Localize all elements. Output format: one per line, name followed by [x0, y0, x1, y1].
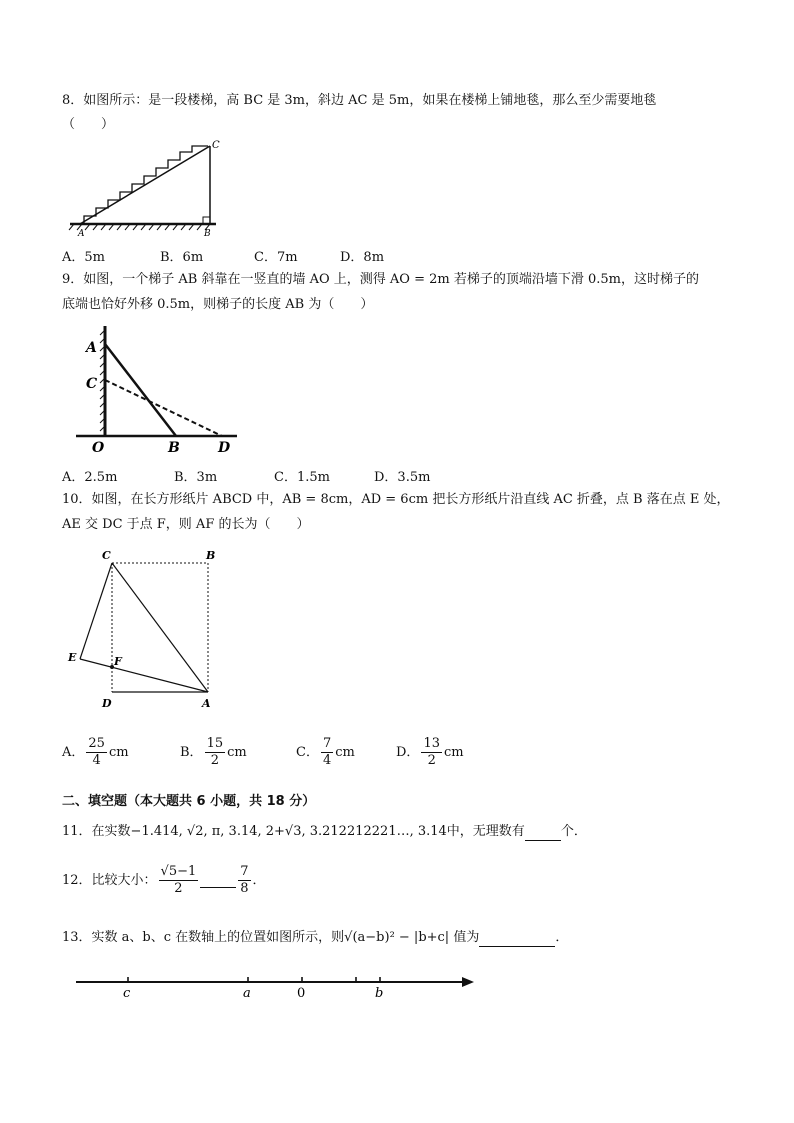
q10-option-c[interactable] — [296, 736, 355, 769]
q10-option-a-unit: cm — [108, 745, 129, 760]
q9-option-b[interactable]: B．3m — [174, 470, 218, 485]
q10-option-a-letter: A． — [62, 745, 85, 760]
q8-staircase-figure — [66, 140, 226, 240]
q10-option-d[interactable] — [396, 736, 464, 769]
q10-option-c-unit: cm — [335, 745, 355, 760]
q10-label-a: A — [202, 697, 211, 710]
q10-stem-line2: AE 交 DC 于点 F，则 AF 的长为（ ） — [62, 517, 310, 532]
q10-option-a-fraction: $\frac{25}{4}$ — [88, 736, 105, 768]
q8-option-b[interactable]: B．6m — [160, 250, 204, 265]
q10-folded-rectangle-figure — [62, 545, 222, 715]
q11-suffix: 中，无理数有 — [446, 824, 525, 839]
q8-label-c: C — [212, 140, 220, 151]
q13-number-line — [72, 960, 492, 1010]
q10-option-b[interactable] — [180, 736, 247, 769]
q11-end: 个． — [560, 824, 587, 839]
q12-end: ． — [252, 873, 266, 888]
q8-stem: 8．如图所示：是一段楼梯，高 BC 是 3m，斜边 AC 是 5m，如果在楼梯上铺地毯，那么至少需要地毯 — [62, 93, 657, 108]
q8-label-a: A — [78, 229, 85, 239]
q9-label-b: B — [168, 440, 180, 454]
q10-option-b-unit: cm — [227, 745, 247, 760]
q10-option-a[interactable] — [62, 736, 129, 769]
q12-fraction-left: $\frac{√5-1}{2}$ — [160, 864, 197, 896]
q9-option-d[interactable]: D．3.5m — [374, 470, 431, 485]
q9-label-c: C — [86, 376, 98, 392]
q10-option-c-fraction: $\frac{7}{4}$ — [322, 736, 332, 768]
q9-stem-line1: 9．如图，一个梯子 AB 斜靠在一竖直的墙 AO 上，测得 AO = 2m 若梯子的顶端沿墙下滑 0.5m，这时梯子的 — [62, 272, 699, 287]
q13-axis-label-b: b — [375, 986, 384, 1001]
q11-numbers: −1.414, √2, π, 3.14, 2+√3, 3.212212221…, 3.14 — [130, 824, 447, 839]
q10-label-b: B — [206, 549, 216, 562]
q10-option-b-letter: B． — [180, 745, 203, 760]
q10-label-f: F — [114, 655, 122, 668]
q9-option-c[interactable]: C．1.5m — [274, 470, 330, 485]
q8-option-a[interactable]: A．5m — [62, 250, 105, 265]
q10-option-c-letter: C． — [296, 745, 319, 760]
q10-option-d-letter: D． — [396, 745, 420, 760]
q10-stem-line1: 10．如图，在长方形纸片 ABCD 中，AB = 8cm，AD = 6cm 把长方形纸片沿直线 AC 折叠，点 B 落在点 E 处， — [62, 492, 730, 507]
q12-fraction-right: $\frac{7}{8}$ — [240, 864, 249, 896]
q11-stem — [62, 823, 587, 841]
q10-label-d: D — [102, 697, 112, 710]
q13-prefix: 13．实数 a、b、c 在数轴上的位置如图所示，则 — [62, 930, 345, 945]
q12-prefix: 12．比较大小： — [62, 873, 157, 888]
q12-stem — [62, 864, 266, 897]
q10-label-c: C — [102, 549, 111, 562]
q8-label-b: B — [204, 229, 211, 239]
q10-option-d-fraction: $\frac{13}{2}$ — [423, 736, 440, 768]
q11-prefix: 11．在实数 — [62, 824, 131, 839]
q12-answer-blank[interactable] — [200, 873, 236, 888]
q9-label-o: O — [92, 440, 105, 454]
q13-expression: √(a−b)² − |b+c| 值为 — [344, 930, 480, 945]
q13-axis-label-zero: 0 — [297, 986, 306, 1001]
q13-axis-label-c: c — [123, 986, 131, 1001]
section-heading-fill-in: 二、填空题（本大题共 6 小题，共 18 分） — [62, 794, 316, 809]
q11-answer-blank[interactable] — [525, 826, 561, 841]
q9-label-a: A — [86, 340, 97, 356]
q8-option-d[interactable]: D．8m — [340, 250, 385, 265]
q8-option-c[interactable]: C．7m — [254, 250, 298, 265]
q9-stem-line2: 底端也恰好外移 0.5m，则梯子的长度 AB 为（ ） — [62, 297, 374, 312]
q13-answer-blank[interactable] — [479, 932, 555, 947]
q13-stem — [62, 929, 568, 947]
q10-label-e: E — [68, 651, 77, 664]
q10-option-d-unit: cm — [443, 745, 464, 760]
q10-option-b-fraction: $\frac{15}{2}$ — [206, 736, 224, 768]
q8-answer-paren: （ ） — [62, 117, 115, 132]
q13-axis-label-a: a — [243, 986, 251, 1001]
q9-label-d: D — [218, 440, 231, 454]
q9-ladder-figure — [72, 322, 242, 454]
q9-option-a[interactable]: A．2.5m — [62, 470, 118, 485]
q13-end: ． — [555, 930, 569, 945]
